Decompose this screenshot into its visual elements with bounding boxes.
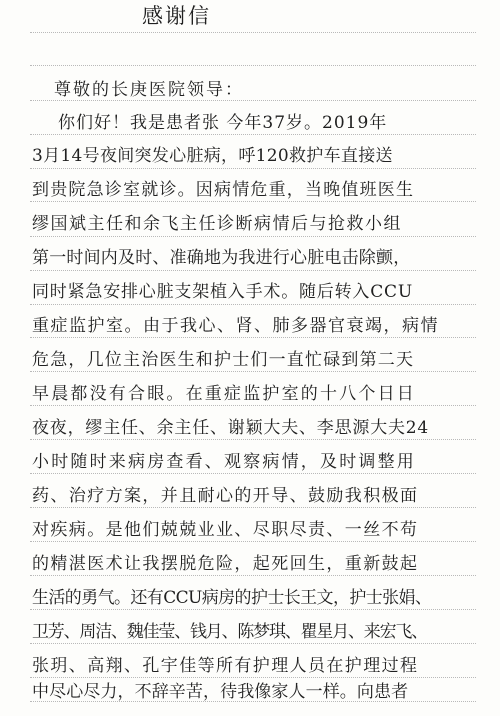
letter-line: 第一时间内及时、准确地为我进行心脏电击除颤， [32, 248, 411, 268]
letter-line: 的精湛医术让我摆脱危险，起死回生，重新鼓起 [32, 554, 419, 574]
letter-title: 感谢信 [142, 4, 211, 28]
ruled-line [30, 65, 476, 66]
ruled-line [30, 337, 476, 338]
letter-line: 生活的勇气。还有CCU病房的护士长王文，护士张娟、 [32, 588, 432, 608]
ruled-line [30, 134, 476, 135]
letter-line: 张玥、高翔、孔宇佳等所有护理人员在护理过程 [32, 656, 419, 676]
letter-line: 缪国斌主任和余飞主任诊断病情后与抢救小组 [32, 214, 402, 234]
letter-line: 重症监护室。由于我心、肾、肺多器官衰竭，病情 [32, 316, 439, 336]
letter-line: 药、治疗方案，并且耐心的开导、鼓励我积极面 [32, 486, 419, 506]
letter-line: 卫芳、周洁、魏佳莹、钱月、陈梦琪、瞿星月、来宏飞、 [32, 622, 427, 642]
ruled-line [30, 201, 476, 202]
ruled-line [30, 304, 476, 305]
letter-line: 同时紧急安排心脏支架植入手术。随后转入CCU [32, 282, 413, 302]
ruled-line [30, 677, 476, 678]
ruled-line [30, 609, 476, 610]
ruled-line [30, 473, 476, 474]
ruled-line [30, 371, 476, 372]
ruled-line [30, 643, 476, 644]
letter-line: 3月14号夜间突发心脏病，呼120救护车直接送 [32, 146, 393, 166]
ruled-line [30, 405, 476, 406]
ruled-line [30, 541, 476, 542]
letter-line: 危急，几位主治医生和护士们一直忙碌到第二天 [32, 350, 415, 370]
letter-line: 中尽心尽力，不辞辛苦，待我像家人一样。向患者 [32, 682, 409, 702]
letter-salutation: 尊敬的长庚医院领导： [54, 80, 244, 100]
ruled-line [30, 439, 476, 440]
ruled-line [30, 32, 476, 33]
letter-line: 早晨都没有合眼。在重症监护室的十八个日日 [32, 384, 416, 404]
ruled-line [30, 168, 476, 169]
letter-line: 到贵院急诊室就诊。因病情危重，当晚值班医生 [32, 180, 415, 200]
ruled-line [30, 100, 476, 101]
ruled-line [30, 507, 476, 508]
letter-line: 夜夜，缪主任、余主任、谢颖大夫、李思源大夫24 [32, 418, 430, 438]
letter-line: 你们好！我是患者张 今年37岁。2019年 [58, 113, 388, 133]
ruled-line [30, 575, 476, 576]
letter-line: 小时随时来病房查看、观察病情，及时调整用 [32, 452, 416, 472]
ruled-line [30, 270, 476, 271]
ruled-line [30, 236, 476, 237]
letter-line: 对疾病。是他们兢兢业业、尽职尽责、一丝不苟 [32, 520, 419, 540]
